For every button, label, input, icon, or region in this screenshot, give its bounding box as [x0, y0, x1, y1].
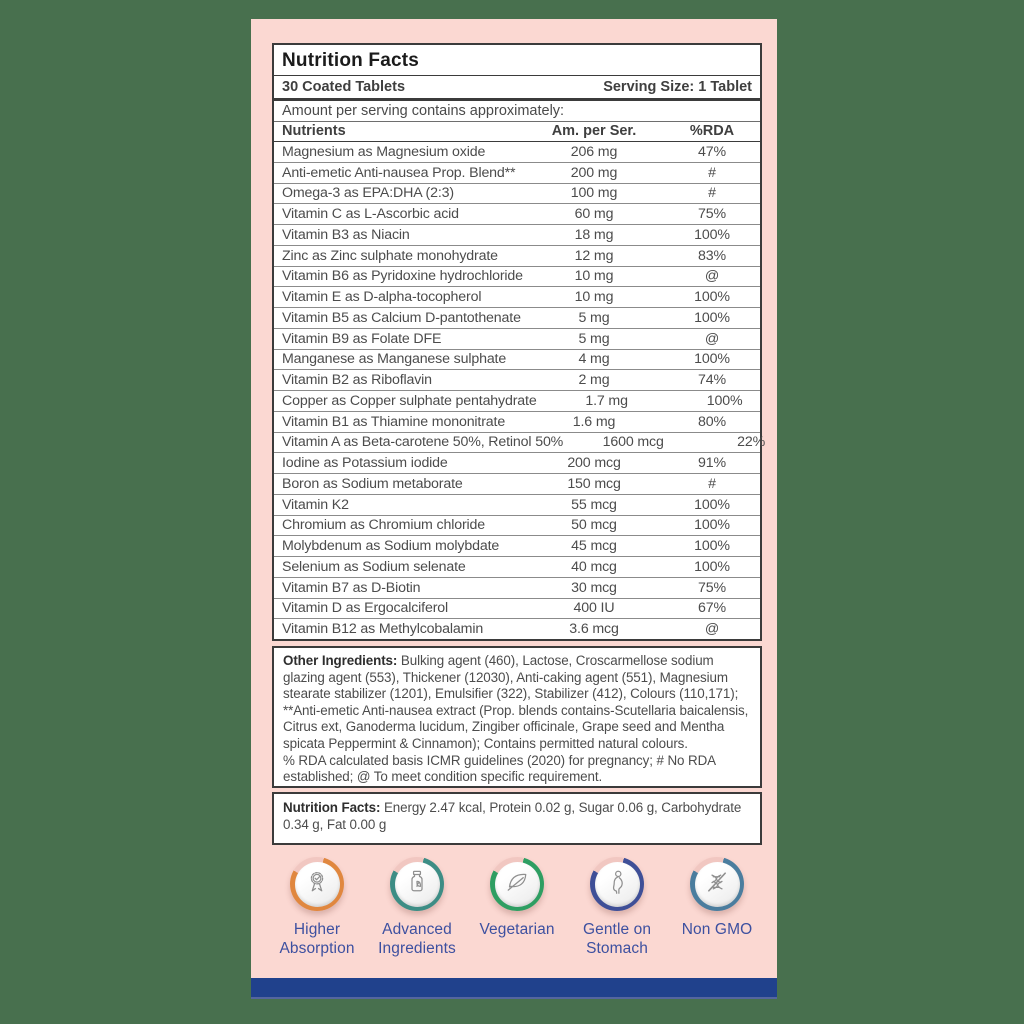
- nutrient-name: Anti-emetic Anti-nausea Prop. Blend**: [282, 164, 516, 181]
- nutrient-name: Chromium as Chromium chloride: [282, 517, 486, 534]
- nutrient-amount: 10 mg: [574, 289, 614, 306]
- nutrient-amount: 18 mg: [574, 226, 614, 243]
- nutrient-amount: 1.6 mg: [572, 413, 616, 430]
- table-row: [274, 370, 760, 391]
- nutrition-facts-title: Nutrition Facts: [282, 50, 420, 71]
- nutrient-amount: 60 mg: [574, 206, 614, 223]
- nutrient-amount: 150 mcg: [567, 475, 621, 492]
- award-medal-icon: [302, 867, 332, 902]
- nutrient-amount: 40 mcg: [571, 558, 617, 575]
- nutrient-amount: 2 mg: [578, 372, 610, 389]
- nutrient-amount: 5 mg: [578, 330, 610, 347]
- nutrient-name: Iodine as Potassium iodide: [282, 455, 448, 472]
- nutrient-rda: @: [704, 621, 720, 638]
- nutrient-rda: #: [708, 164, 716, 181]
- badge-ring: [490, 857, 544, 911]
- table-row: [274, 453, 760, 474]
- nutrient-name: Vitamin D as Ergocalciferol: [282, 600, 449, 617]
- nutrient-rda: 100%: [694, 226, 730, 243]
- nutrient-rda: 67%: [698, 600, 726, 617]
- nutrient-name: Vitamin B6 as Pyridoxine hydrochloride: [282, 268, 523, 285]
- nutrient-amount: 45 mcg: [571, 538, 617, 555]
- serving-row: [274, 76, 760, 101]
- nutrient-amount: 55 mcg: [571, 496, 617, 513]
- nutrient-name: Vitamin B7 as D-Biotin: [282, 579, 421, 596]
- nutrient-amount: 10 mg: [574, 268, 614, 285]
- nutrient-amount: 200 mg: [570, 164, 618, 181]
- nutrient-name: Vitamin B5 as Calcium D-pantothenate: [282, 309, 521, 326]
- nutrient-rda: 100%: [694, 558, 730, 575]
- nutrient-name: Boron as Sodium metaborate: [282, 475, 463, 492]
- nutrient-rows: [274, 142, 766, 639]
- nutrient-rda: @: [704, 330, 720, 347]
- table-row: [274, 391, 760, 412]
- nutrient-name: Vitamin B2 as Riboflavin: [282, 372, 432, 389]
- other-ingredients-text: [283, 653, 751, 753]
- nutrient-name: Vitamin A as Beta-carotene 50%, Retinol 50%: [282, 434, 564, 451]
- other-ingredients-box: [272, 646, 762, 788]
- table-row: [274, 412, 760, 433]
- badge-higher-absorption: [269, 857, 365, 958]
- table-row: [274, 350, 760, 371]
- nutrient-rda: 22%: [737, 434, 766, 451]
- nutrient-rda: 74%: [698, 372, 726, 389]
- badge-gentle-on-stomach: [569, 857, 665, 958]
- table-row: [274, 246, 760, 267]
- nutrition-summary-text: [283, 800, 751, 833]
- nutrient-amount: 50 mcg: [571, 517, 617, 534]
- table-row: [274, 599, 760, 620]
- bottom-navy-bar: [251, 978, 777, 999]
- nutrient-name: Vitamin B3 as Niacin: [282, 226, 410, 243]
- serving-size: Serving Size: 1 Tablet: [603, 79, 752, 95]
- nutrient-rda: 91%: [698, 455, 726, 472]
- table-row: [274, 516, 760, 537]
- amount-per-serving-note: Amount per serving contains approximately:: [274, 101, 760, 122]
- table-row: [274, 536, 760, 557]
- nutrient-rda: 100%: [694, 309, 730, 326]
- nutrient-amount: 3.6 mcg: [569, 621, 619, 638]
- nutrient-amount: 200 mcg: [567, 455, 621, 472]
- table-row: [274, 433, 766, 454]
- nutrient-name: Vitamin B9 as Folate DFE: [282, 330, 442, 347]
- table-row: [274, 619, 760, 639]
- nutrient-name: Zinc as Zinc sulphate monohydrate: [282, 247, 498, 264]
- table-row: [274, 267, 760, 288]
- badge-ring: [290, 857, 344, 911]
- nutrient-rda: 100%: [706, 392, 743, 409]
- table-row: [274, 225, 760, 246]
- badge-ring: [390, 857, 444, 911]
- nutrient-rda: @: [704, 268, 720, 285]
- nutrient-name: Vitamin K2: [282, 496, 349, 513]
- table-row: [274, 329, 760, 350]
- nutrient-name: Molybdenum as Sodium molybdate: [282, 538, 500, 555]
- nutrient-amount: 4 mg: [578, 351, 610, 368]
- nutrient-amount: 30 mcg: [571, 579, 617, 596]
- column-header-amount: Am. per Ser.: [551, 123, 637, 139]
- badge-ring: [590, 857, 644, 911]
- tablets-count: 30 Coated Tablets: [282, 79, 406, 95]
- nutrient-rda: 100%: [694, 538, 730, 555]
- badge-non-gmo: [669, 857, 765, 958]
- nutrient-amount: 1600 mcg: [602, 434, 664, 451]
- nutrient-name: Magnesium as Magnesium oxide: [282, 143, 486, 160]
- table-row: [274, 204, 760, 225]
- badge-label: Vegetarian: [479, 921, 555, 938]
- badge-label: Higher Absorption: [279, 921, 355, 957]
- nutrient-rda: 83%: [698, 247, 726, 264]
- badge-advanced-ingredients: [369, 857, 465, 958]
- table-row: [274, 495, 760, 516]
- nutrient-rda: #: [708, 475, 716, 492]
- nutrient-name: Vitamin E as D-alpha-tocopherol: [282, 289, 482, 306]
- non-gmo-icon: [702, 867, 732, 902]
- badge-ring: [690, 857, 744, 911]
- nutrient-name: Manganese as Manganese sulphate: [282, 351, 507, 368]
- nutrient-amount: 5 mg: [578, 309, 610, 326]
- nutrient-rda: 80%: [698, 413, 726, 430]
- table-row: [274, 557, 760, 578]
- nutrient-rda: 75%: [698, 579, 726, 596]
- nutrition-summary-box: [272, 792, 762, 845]
- table-row: [274, 163, 760, 184]
- supplement-bottle-icon: [402, 867, 432, 902]
- table-row: [274, 184, 760, 205]
- nutrient-rda: 75%: [698, 206, 726, 223]
- rda-note: % RDA calculated basis ICMR guidelines (2020) for pregnancy; # No RDA established; @ To meet condition specific requirement.: [283, 752, 716, 785]
- table-row: [274, 287, 760, 308]
- other-ingredients-body: Bulking agent (460), Lactose, Croscarmellose sodium glazing agent (553), Thickener (12030), Anti-caking agent (551), Magnesium stearate stabilizer (1201), Emulsifier (322), Stabilizer (412), Colours (110,171); **Anti-emetic Anti-nausea extract (Prop. blends contains-Scutellaria baicalensis, Citrus ext, Ganoderma lucidum, Zingiber officinale, Grape seed and Mentha spicata Peppermint & Cinnamon); Contains permitted natural colours.: [283, 653, 749, 751]
- table-row: [274, 142, 760, 163]
- pregnant-woman-icon: [602, 867, 632, 902]
- nutrition-summary-body: Energy 2.47 kcal, Protein 0.02 g, Sugar 0.06 g, Carbohydrate 0.34 g, Fat 0.00 g: [283, 800, 742, 832]
- nutrient-amount: 1.7 mg: [585, 392, 628, 409]
- nutrient-rda: 100%: [694, 289, 730, 306]
- table-row: [274, 308, 760, 329]
- leaf-icon: [502, 867, 532, 902]
- nutrition-facts-table: [272, 43, 766, 641]
- table-row: [274, 578, 760, 599]
- nutrition-summary-heading: Nutrition Facts:: [283, 800, 381, 815]
- table-row: [274, 474, 760, 495]
- badge-label: Advanced Ingredients: [378, 921, 456, 957]
- nutrient-rda: 100%: [694, 517, 730, 534]
- column-header-row: [274, 122, 760, 142]
- nutrient-name: Vitamin C as L-Ascorbic acid: [282, 206, 459, 223]
- nutrient-amount: 400 IU: [573, 600, 615, 617]
- nutrient-name: Vitamin B1 as Thiamine mononitrate: [282, 413, 506, 430]
- nutrient-amount: 100 mg: [570, 185, 618, 202]
- nutrient-name: Omega-3 as EPA:DHA (2:3): [282, 185, 454, 202]
- nutrient-rda: #: [708, 185, 716, 202]
- nutrient-amount: 12 mg: [574, 247, 614, 264]
- nutrient-name: Copper as Copper sulphate pentahydrate: [282, 392, 537, 409]
- nutrient-rda: 47%: [698, 143, 726, 160]
- badge-label: Non GMO: [681, 921, 753, 938]
- column-header-rda: %RDA: [689, 123, 735, 139]
- pink-label-panel: [251, 19, 777, 978]
- nutrition-facts-title-row: [274, 45, 760, 76]
- nutrient-name: Vitamin B12 as Methylcobalamin: [282, 621, 484, 638]
- nutrient-name: Selenium as Sodium selenate: [282, 558, 466, 575]
- nutrient-rda: 100%: [694, 496, 730, 513]
- nutrient-rda: 100%: [694, 351, 730, 368]
- badge-label: Gentle on Stomach: [582, 921, 652, 957]
- nutrient-amount: 206 mg: [570, 143, 618, 160]
- badge-vegetarian: [469, 857, 565, 958]
- other-ingredients-heading: Other Ingredients:: [283, 653, 398, 668]
- feature-badges: [269, 857, 765, 958]
- column-header-nutrients: Nutrients: [282, 123, 346, 139]
